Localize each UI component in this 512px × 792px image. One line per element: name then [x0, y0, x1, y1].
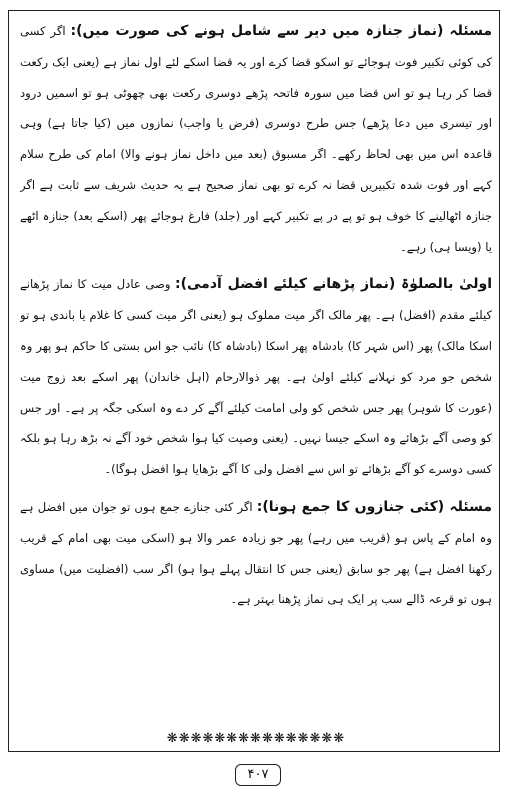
text-awla-bis-salat: وصی عادل میت کا نماز پڑھانے کیلئے مقدم (افضل) ہے۔ پھر مالک اگر میت مملوک ہو (یعنی اگر میت کسی کا غلام یا باندی ہو تو اسکا مالک) پھر (اس شہر کا) بادشاہ پھر اسکا (بادشاہ کا) نائب جو اس بستی کا حاکم ہو پھر وہ شخص جو مرد کو نہلانے کیلئے اولیٰ ہے۔ پھر ذوالارحام (اہل خاندان) پھر اسکے بعد زوج میت (عورت کا شوہر) پھر جس شخص کو ولی امامت کیلئے آگے کر دے وہ اسکی جگہ پر ہے۔ اور جس کو وصی آگے بڑھائے وہ اسکے جیسا نہیں۔ (یعنی وصیت کیا ہوا شخص خود آگے نہ بڑھ رہا ہو بلکہ کسی دوسرے کو آگے بڑھائے تو اس سے افضل ولی کا آگے بڑھایا ہوا افضل ہوگا)۔: [20, 277, 492, 477]
text-janaza-delay: اگر کسی کی کوئی تکبیر فوت ہوجائے تو اسکو قضا کرے اور یہ قضا اسکے لئے اول نماز ہے (یعنی ایک رکعت قضا کر رہا ہو تو اس قضا میں سورہ فاتحہ پڑھے دوسری رکعت بھی چھوٹی ہو تو اسمیں درود اور تیسری میں دعا پڑھے) جس طرح دوسری (فرض یا واجب) نمازوں میں (کیا جاتا ہے) وہی قاعدہ اس میں بھی لحاظ رکھے۔ اگر مسبوق (بعد میں داخل نماز ہونے والا) امام کی طرح سلام کہے اور فوت شدہ تکبیریں قضا نہ کرے تو بھی نماز صحیح ہے یہ حدیث شریف سے ثابت ہے اگر جنازہ اٹھالینے کا خوف ہو تو پے در پے تکبیر کہے اور (جلد) فارغ ہوجائے پھر (اسکے بعد) جنازہ اٹھے یا (ویسا ہی) رہے۔: [20, 24, 492, 254]
page-body: [20, 16, 492, 732]
text-multiple-janazas: اگر کئی جنازے جمع ہوں تو جوان میں افضل ہے وہ امام کے پاس ہو (قریب میں رہے) پھر جو زیادہ عمر والا ہو (اسکی میت بھی امام کے قریب رکھنا افضل ہے) پھر جو سابق (یعنی جس کا انتقال پہلے ہوا ہو) اگر سب (افضلیت میں) مساوی ہوں تو قرعہ ڈالے سب پر ایک ہی نماز پڑھنا بہتر ہے۔: [20, 499, 492, 607]
paragraph-multiple-janazas: [20, 492, 492, 615]
heading-janaza-delay: مسئلہ (نماز جنازہ میں دیر سے شامل ہونے کی صورت میں):: [70, 23, 492, 39]
paragraph-awla-bis-salat: [20, 269, 492, 485]
page-number: ۴۰۷: [235, 764, 281, 786]
heading-multiple-janazas: مسئلہ (کئی جنازوں کا جمع ہونا):: [256, 498, 492, 515]
heading-awla-bis-salat: اولیٰ بالصلوٰۃ (نماز پڑھانے کیلئے افضل آدمی):: [175, 276, 492, 293]
paragraph-janaza-delay: [20, 16, 492, 262]
ornament-divider: ❋❋❋❋❋❋❋❋❋❋❋❋❋❋❋: [166, 731, 346, 746]
